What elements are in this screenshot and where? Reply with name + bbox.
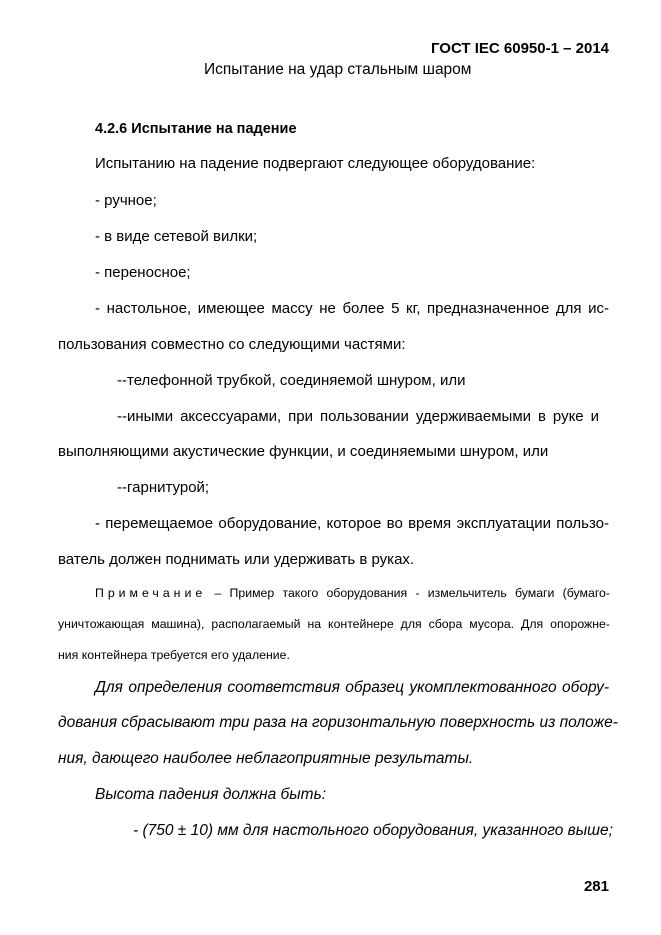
- note-label: Примечание: [95, 586, 207, 600]
- drop-height-intro: Высота падения должна быть:: [95, 786, 327, 803]
- page-subtitle: Испытание на удар стальным шаром: [204, 61, 472, 78]
- test-method-line3: ния, дающего наиболее неблагоприятные результаты.: [58, 750, 474, 767]
- drop-height-item1: - (750 ± 10) мм для настольного оборудования, указанного выше;: [133, 822, 613, 839]
- list-item-movable-line1: - перемещаемое оборудование, которое во время эксплуатации пользо-: [95, 515, 609, 532]
- section-intro: Испытанию на падение подвергают следующее оборудование:: [95, 155, 536, 172]
- sub-item-accessories-line2: выполняющими акустические функции, и соединяемыми шнуром, или: [58, 443, 549, 460]
- note-line1: [95, 586, 610, 600]
- sub-item-accessories-line1: --иными аксессуарами, при пользовании удерживаемыми в руке и: [117, 408, 599, 425]
- sub-item-handset: --телефонной трубкой, соединяемой шнуром, или: [117, 372, 466, 389]
- test-method-line2: дования сбрасывают три раза на горизонтальную поверхность из положе-: [58, 714, 618, 731]
- list-item-handheld: - ручное;: [95, 192, 157, 209]
- note-line2: уничтожающая машина), располагаемый на контейнере для сбора мусора. Для опорожне-: [58, 617, 610, 631]
- list-item-desktop-line2: пользования совместно со следующими частями:: [58, 336, 406, 353]
- test-method-line1: Для определения соответствия образец укомплектованного обору-: [95, 679, 609, 696]
- list-item-plug: - в виде сетевой вилки;: [95, 228, 258, 245]
- sub-item-headset: --гарнитурой;: [117, 479, 210, 496]
- list-item-desktop-line1: - настольное, имеющее массу не более 5 кг, предназначенное для ис-: [95, 300, 609, 317]
- note-line3: ния контейнера требуется его удаление.: [58, 648, 290, 662]
- note-line1-text: – Пример такого оборудования - измельчитель бумаги (бумаго-: [206, 586, 610, 600]
- list-item-movable-line2: ватель должен поднимать или удерживать в руках.: [58, 551, 415, 568]
- section-heading: 4.2.6 Испытание на падение: [95, 121, 297, 137]
- list-item-portable: - переносное;: [95, 264, 191, 281]
- standard-designation: ГОСТ IEC 60950-1 – 2014: [430, 40, 609, 57]
- page-number: 281: [583, 878, 609, 895]
